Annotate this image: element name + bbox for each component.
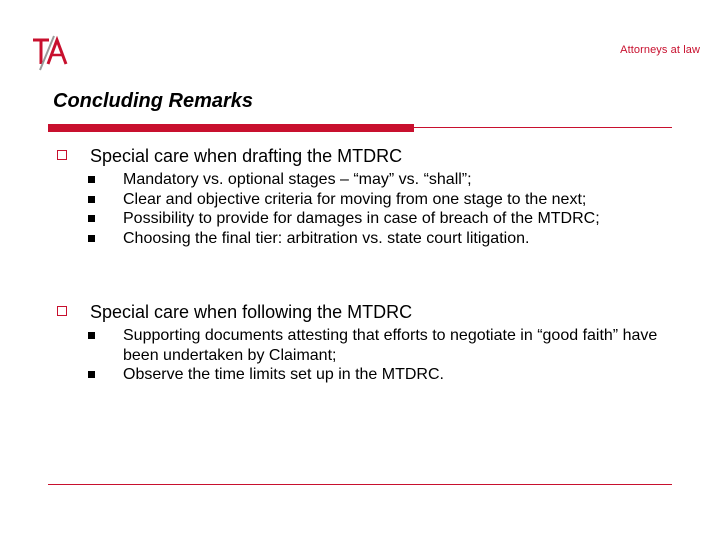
square-bullet-icon bbox=[88, 215, 95, 222]
brand-tagline: Attorneys at law bbox=[620, 44, 700, 56]
footer-divider bbox=[48, 484, 672, 485]
section-heading bbox=[55, 144, 695, 168]
slide-title: Concluding Remarks bbox=[53, 90, 254, 112]
list-item bbox=[55, 326, 695, 365]
list-item bbox=[55, 170, 695, 190]
square-outline-bullet-icon bbox=[57, 150, 67, 160]
section-following bbox=[55, 300, 695, 385]
list-item-text: Possibility to provide for damages in case of breach of the MTDRC; bbox=[123, 210, 600, 227]
section-drafting bbox=[55, 144, 695, 248]
title-underline-line bbox=[414, 127, 672, 128]
square-bullet-icon bbox=[88, 332, 95, 339]
list-item-text: Choosing the final tier: arbitration vs. state court litigation. bbox=[123, 229, 530, 247]
list-item bbox=[55, 365, 695, 385]
logo-icon bbox=[30, 34, 70, 72]
square-bullet-icon bbox=[88, 176, 95, 183]
square-bullet-icon bbox=[88, 371, 95, 378]
section-heading-text: Special care when following the MTDRC bbox=[90, 302, 413, 322]
list-item bbox=[55, 190, 695, 210]
section-heading-text: Special care when drafting the MTDRC bbox=[90, 146, 403, 166]
title-underline bbox=[48, 124, 672, 132]
list-item bbox=[55, 229, 695, 249]
section-heading bbox=[55, 300, 695, 324]
square-bullet-icon bbox=[88, 196, 95, 203]
bullet-list bbox=[55, 326, 695, 385]
title-underline-bar bbox=[48, 124, 414, 132]
bullet-list bbox=[55, 170, 695, 248]
list-item-text: Supporting documents attesting that efforts to negotiate in “good faith” have been undertaken by Claimant; bbox=[123, 327, 658, 364]
list-item bbox=[55, 209, 695, 229]
list-item-text: Mandatory vs. optional stages – “may” vs. “shall”; bbox=[123, 171, 472, 188]
list-item-text: Observe the time limits set up in the MTDRC. bbox=[123, 366, 444, 383]
square-outline-bullet-icon bbox=[57, 306, 67, 316]
list-item-text: Clear and objective criteria for moving from one stage to the next; bbox=[123, 190, 587, 208]
square-bullet-icon bbox=[88, 235, 95, 242]
